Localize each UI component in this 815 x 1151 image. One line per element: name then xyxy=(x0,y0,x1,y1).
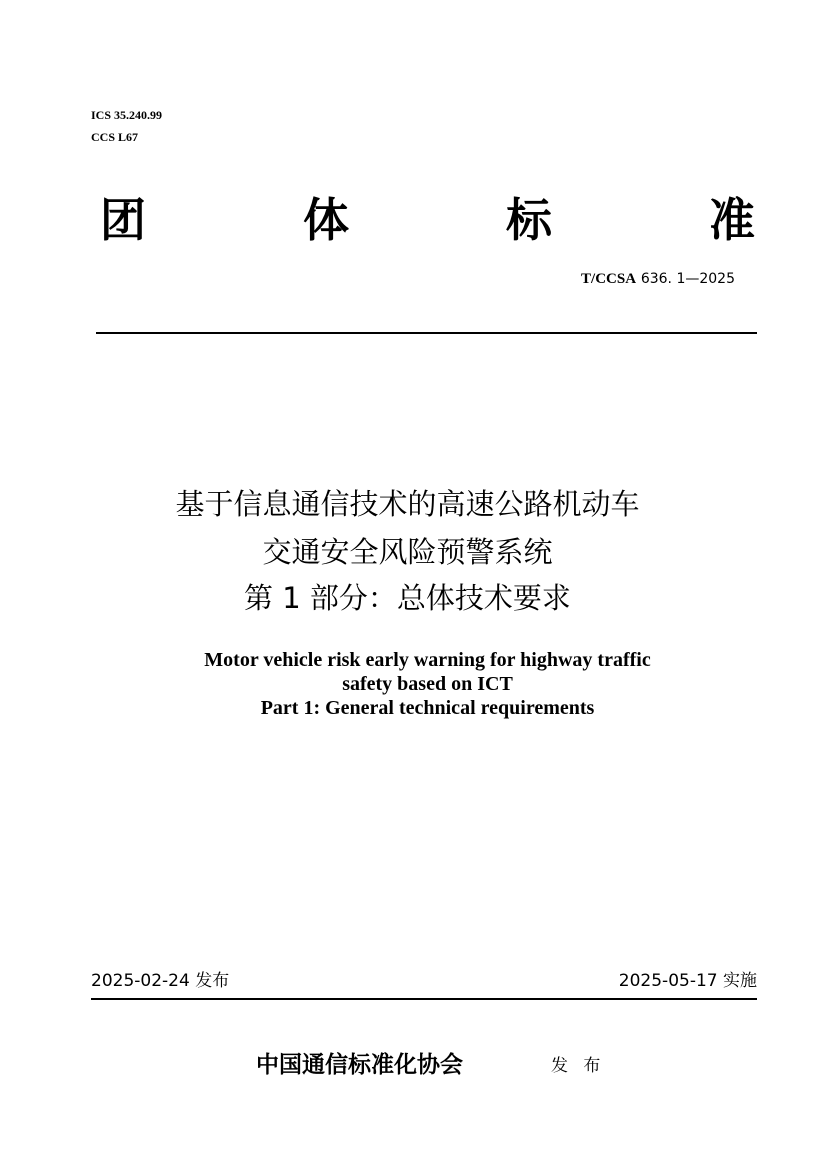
document-type-title xyxy=(100,190,755,250)
english-title-line-3: Part 1: General technical requirements xyxy=(260,697,595,719)
top-divider xyxy=(96,332,757,334)
english-title-line-1: Motor vehicle risk early warning for highway traffic xyxy=(204,649,651,671)
bottom-divider xyxy=(91,998,757,1000)
ics-code: ICS 35.240.99 xyxy=(91,108,163,122)
title-char: 团 xyxy=(100,193,146,247)
chinese-title-line-3: 第 1 部分：总体技术要求 xyxy=(244,581,571,615)
title-char: 标 xyxy=(506,193,552,247)
standard-code: 636. 1—2025 xyxy=(640,271,735,287)
english-title-line-2: safety based on ICT xyxy=(342,673,513,695)
ccs-code: CCS L67 xyxy=(91,130,139,144)
title-char: 准 xyxy=(709,193,755,247)
chinese-title-line-2: 交通安全风险预警系统 xyxy=(262,535,553,569)
publish-date: 2025-02-24 发布 xyxy=(91,971,230,991)
standard-prefix: T/CCSA xyxy=(581,271,637,287)
title-char: 体 xyxy=(303,193,349,247)
effective-date: 2025-05-17 实施 xyxy=(618,971,757,991)
standard-number xyxy=(581,268,735,289)
publish-label: 发 布 xyxy=(551,1056,606,1076)
chinese-title-line-1: 基于信息通信技术的高速公路机动车 xyxy=(175,487,640,521)
publisher-name: 中国通信标准化协会 xyxy=(256,1051,463,1078)
